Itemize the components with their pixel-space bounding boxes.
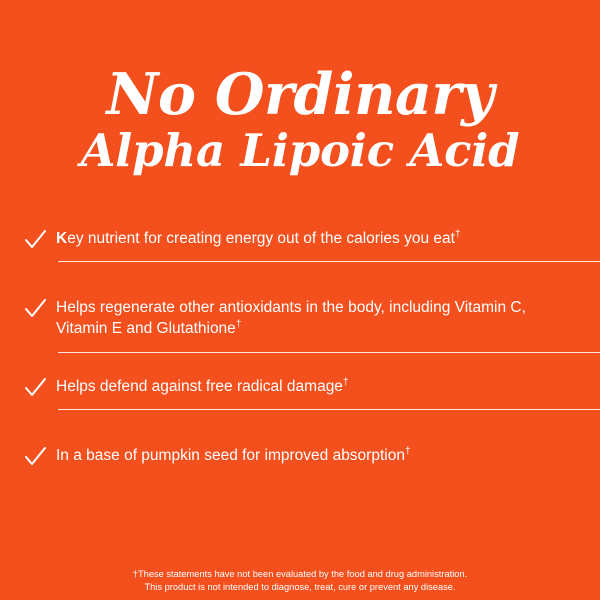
benefit-text xyxy=(56,222,578,249)
page-title xyxy=(0,61,600,179)
benefit-dagger: † xyxy=(342,376,349,388)
divider xyxy=(58,409,600,410)
disclaimer-line-2: This product is not intended to diagnose, treat, cure or prevent any disease. xyxy=(144,582,456,593)
check-icon xyxy=(24,230,46,252)
disclaimer-line-1: †These statements have not been evaluated by the food and drug administration. xyxy=(132,569,468,579)
benefit-dagger: † xyxy=(235,319,242,331)
headline-line-1: No Ordinary xyxy=(106,61,494,128)
benefit-dagger: † xyxy=(454,228,461,240)
benefit-text xyxy=(56,439,578,466)
check-icon xyxy=(24,447,46,469)
benefit-body: Helps defend against free radical damage xyxy=(56,377,343,395)
benefit-lead: K xyxy=(56,230,68,247)
benefit-text xyxy=(56,370,578,397)
list-item xyxy=(22,291,578,353)
spacer xyxy=(22,274,578,291)
disclaimer xyxy=(0,568,600,594)
benefit-body: ey nutrient for creating energy out of the calories you eat xyxy=(67,230,455,247)
benefit-text xyxy=(56,291,578,340)
list-item xyxy=(22,439,578,491)
headline-line-2: Alpha Lipoic Acid xyxy=(80,124,520,178)
list-item xyxy=(22,370,578,422)
benefit-list xyxy=(22,222,578,491)
spacer xyxy=(22,353,578,370)
benefit-body: Helps regenerate other antioxidants in the body, including Vitamin C, Vitamin E and Glutathione xyxy=(56,299,526,338)
list-item xyxy=(22,222,578,274)
spacer xyxy=(22,422,578,439)
divider xyxy=(58,261,600,262)
benefit-body: In a base of pumpkin seed for improved absorption xyxy=(56,446,405,464)
check-icon xyxy=(24,299,46,321)
divider xyxy=(58,352,600,353)
benefit-dagger: † xyxy=(404,445,411,457)
check-icon xyxy=(24,378,46,400)
